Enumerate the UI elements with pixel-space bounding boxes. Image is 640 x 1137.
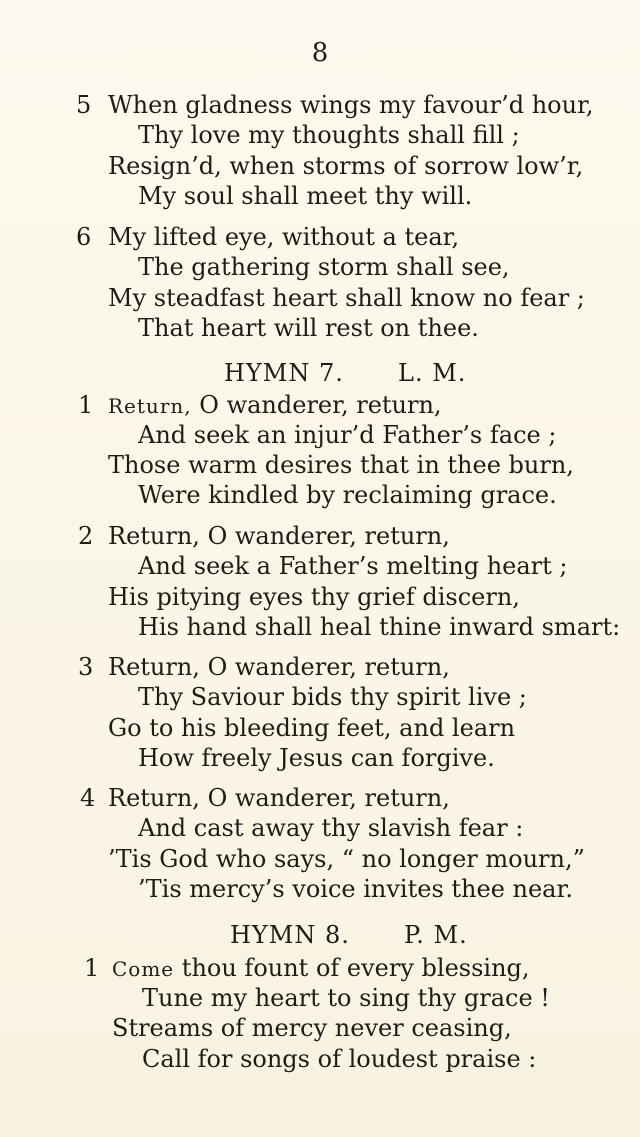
verse-line: Tune my heart to sing thy grace ! <box>142 984 550 1012</box>
page-number: 8 <box>311 38 329 68</box>
first-line-rest: thou fount of every blessing, <box>181 954 530 982</box>
verse-line: Thy Saviour bids thy spirit live ; <box>138 683 527 711</box>
stanza-number: 6 <box>76 223 92 251</box>
verse-line: When gladness wings my favour’d hour, <box>108 91 594 119</box>
stanza-number: 4 <box>80 784 96 812</box>
first-line-rest: O wanderer, return, <box>199 391 442 419</box>
verse-line: ’Tis God who says, “ no longer mourn,” <box>108 845 585 873</box>
stanza-number: 1 <box>78 391 94 419</box>
hymn-meter: L. M. <box>398 359 467 387</box>
stanza-number: 3 <box>78 653 94 681</box>
verse-line: Go to his bleeding feet, and learn <box>108 714 516 742</box>
verse-line: How freely Jesus can forgive. <box>138 744 495 772</box>
verse-line: Return, O wanderer, return, <box>108 784 450 812</box>
verse-line: And cast away thy slavish fear : <box>138 814 524 842</box>
hymn-title: HYMN 7. <box>224 359 344 387</box>
verse-line: Call for songs of loudest praise : <box>142 1045 537 1073</box>
verse-line: Those warm desires that in thee burn, <box>108 451 574 479</box>
verse-line: ’Tis mercy’s voice invites thee near. <box>138 875 573 903</box>
stanza-number: 1 <box>84 954 100 982</box>
verse-line: My steadfast heart shall know no fear ; <box>108 284 585 312</box>
verse-line: My lifted eye, without a tear, <box>108 223 460 251</box>
verse-line: Thy love my thoughts shall fill ; <box>138 121 520 149</box>
verse-line: His pitying eyes thy grief discern, <box>108 583 520 611</box>
verse-line: Return, O wanderer, return, <box>108 522 450 550</box>
verse-line: Streams of mercy never ceasing, <box>112 1014 512 1042</box>
verse-line: Were kindled by reclaiming grace. <box>138 481 557 509</box>
verse-line: The gathering storm shall see, <box>138 253 510 281</box>
first-word-small-caps: Return, <box>108 394 192 418</box>
first-word-small-caps: Come <box>112 957 175 981</box>
verse-line <box>112 953 530 984</box>
verse-line: Resign’d, when storms of sorrow low’r, <box>108 152 584 180</box>
verse-line: His hand shall heal thine inward smart: <box>138 613 621 641</box>
verse-line: That heart will rest on thee. <box>138 314 479 342</box>
verse-line: And seek a Father’s melting heart ; <box>138 552 568 580</box>
verse-line: Return, O wanderer, return, <box>108 653 450 681</box>
stanza-number: 2 <box>78 522 94 550</box>
stanza-number: 5 <box>76 91 92 119</box>
hymn-meter: P. M. <box>404 921 468 949</box>
verse-line: My soul shall meet thy will. <box>138 182 473 210</box>
hymn-title: HYMN 8. <box>230 921 350 949</box>
verse-line <box>108 390 442 421</box>
verse-line: And seek an injur’d Father’s face ; <box>138 421 557 449</box>
